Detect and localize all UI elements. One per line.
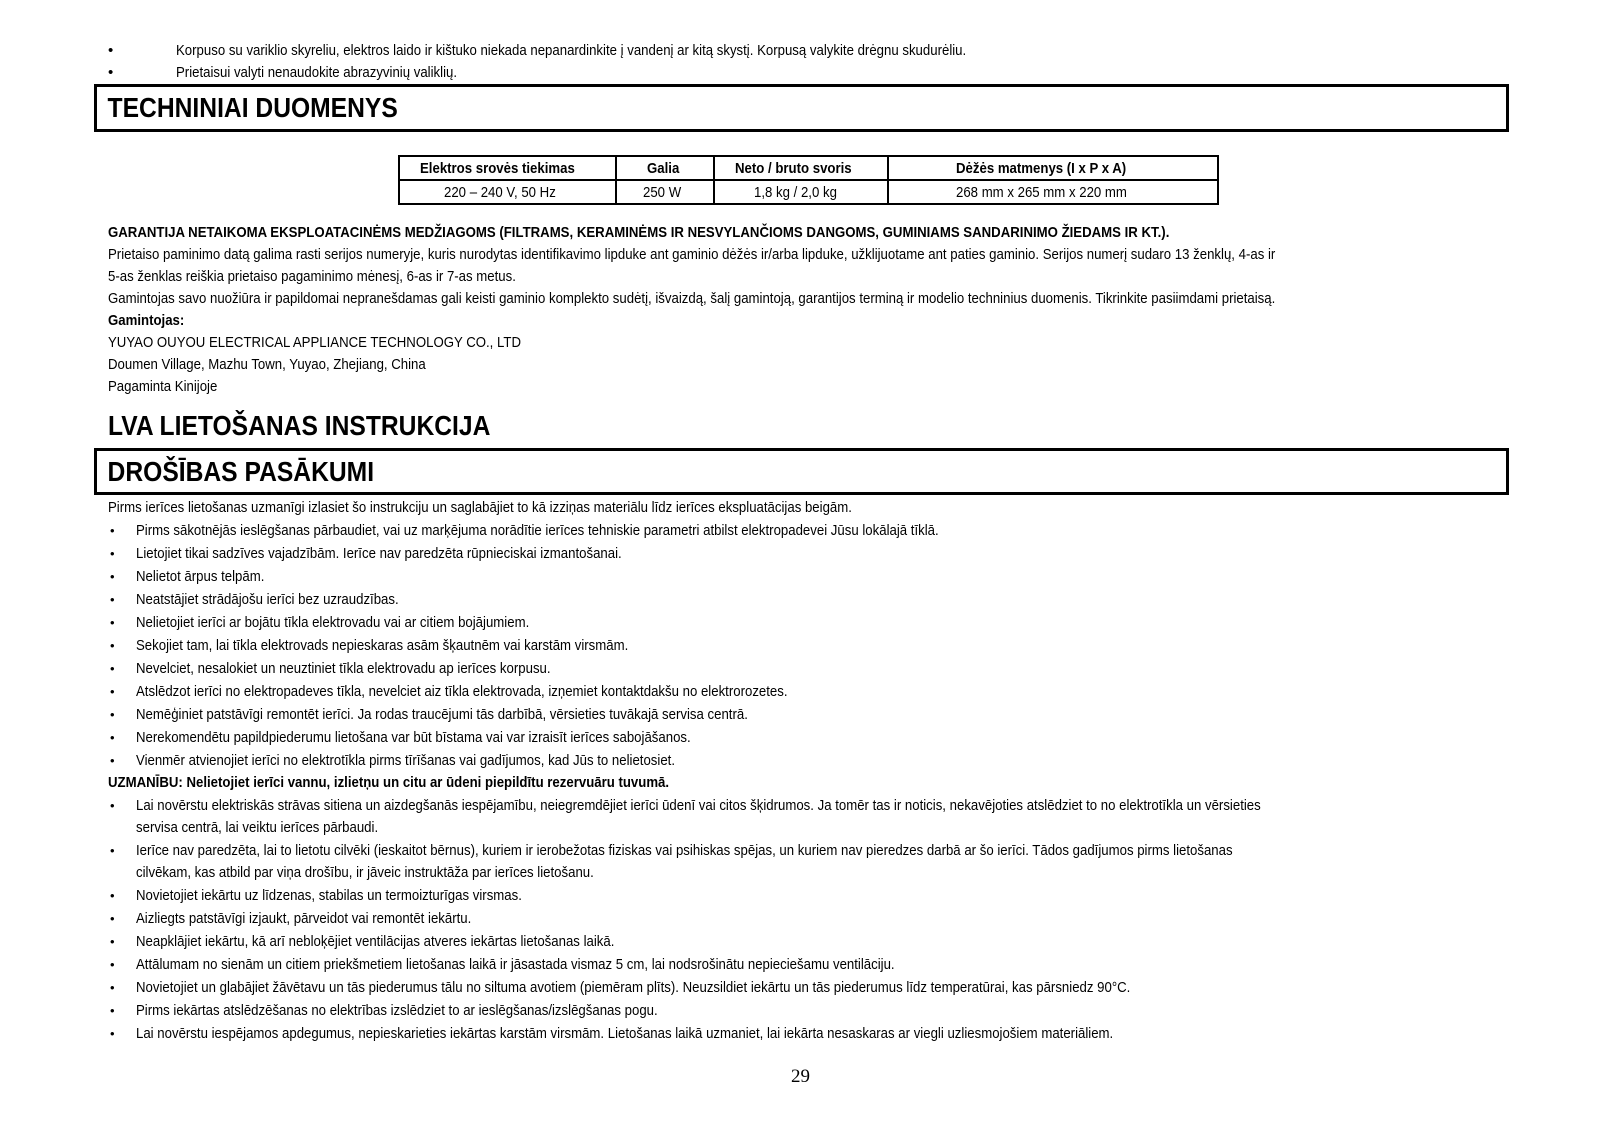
bullet-symbol: • [110, 707, 115, 722]
bullet-symbol: • [110, 911, 115, 926]
bullet-symbol: • [110, 661, 115, 676]
bullet-symbol: • [110, 615, 115, 630]
table-row [399, 180, 1218, 204]
serial-info-line-2: 5-as ženklas reiškia prietaiso pagaminimo mėnesį, 6-as ir 7-as metus. [108, 268, 516, 285]
bullet-symbol: • [110, 1026, 115, 1041]
bullet-symbol: • [110, 1003, 115, 1018]
bullet-symbol: • [110, 888, 115, 903]
bullet-symbol: • [110, 569, 115, 584]
manufacturer-address: Doumen Village, Mazhu Town, Yuyao, Zhejiang, China [108, 356, 426, 373]
bullet-symbol: • [110, 957, 115, 972]
document-page: • Korpuso su variklio skyreliu, elektros laido ir kištuko niekada nepanardinkite į vandenį ar kitą skystį. Korpusą valykite drėgnu skudurėliu. • Prietaisui valyti nenaudokite abrazyvinių valiklių. TECHNINIAI DUOMENYS Elektros srovės tiekimas Galia Neto / bruto svoris Dėžės matmenys (I x P x A) 220 – 240 V, 50 Hz 250 W 1,8 kg / 2,0 kg 268 mm x 265 mm x 220 mm GARANTIJA NETAIKOMA EKSPLOATACINĖMS MEDŽIAGOMS (FILTRAMS, KERAMINĖMS IR NESVYLANČIOMS DANGOMS, GUMINIAMS SANDARINIMO ŽIEDAMS IR KT.). Prietaiso paminimo datą galima rasti serijos numeryje, kuris nurodytas identifikavimo lipduke ant gaminio dėžės ir/arba lipduke, užklijuotame ant paties gaminio. Serijos numerį sudaro 13 ženklų, 4-as ir 5-as ženklas reiškia prietaiso pagaminimo mėnesį, 6-as ir 7-as metus. Gamintojas savo nuožiūra ir papildomai nepranešdamas gali keisti gaminio komplekto sudėtį, išvaizdą, šalį gamintoją, garantijos terminą ir modelio techninius duomenis. Tikrinkite pasiimdami prietaisą. Gamintojas: YUYAO OUYOU ELECTRICAL APPLIANCE TECHNOLOGY CO., LTD Doumen Village, Mazhu Town, Yuyao, Zhejiang, China Pagaminta Kinijoje LVA LIETOŠANAS INSTRUKCIJA DROŠĪBAS PASĀKUMI Pirms ierīces lietošanas uzmanīgi izlasiet šo instrukciju un saglabājiet to kā izziņas materiālu līdz ierīces ekspluatācijas beigām. • Pirms sākotnējās ieslēgšanas pārbaudiet, vai uz marķējuma norādītie ierīces tehniskie parametri atbilst elektropadevei Jūsu lokālajā tīklā. • Lietojiet tikai sadzīves vajadzībām. Ierīce nav paredzēta rūpnieciskai izmantošanai. • Nelietot ārpus telpām. • Neatstājiet strādājošu ierīci bez uzraudzības. • Nelietojiet ierīci ar bojātu tīkla elektrovadu vai ar citiem bojājumiem. • Sekojiet tam, lai tīkla elektrovads nepieskaras asām šķautnēm vai karstām virsmām. • Nevelciet, nesalokiet un neuztiniet tīkla elektrovadu ap ierīces korpusu. • Atslēdzot ierīci no elektropadeves tīkla, nevelciet aiz tīkla elektrovada, izņemiet kontaktdakšu no elektrorozetes. • Nemēģiniet patstāvīgi remontēt ierīci. Ja rodas traucējumi tās darbībā, vērsieties tuvākajā servisa centrā. • Nerekomendētu papildpiederumu lietošana var būt bīstama vai var izraisīt ierīces sabojāšanos. • Vienmēr atvienojiet ierīci no elektrotīkla pirms tīrīšanas vai gadījumos, kad Jūs to nelietosiet. UZMANĪBU: Nelietojiet ierīci vannu, izlietņu un citu ar ūdeni piepildītu rezervuāru tuvumā. • Lai novērstu elektriskās strāvas sitiena un aizdegšanās iespējamību, neiegremdējiet ierīci ūdenī vai citos šķidrumos. Ja tomēr tas ir noticis, nekavējoties atslēdziet to no elektrotīkla un vērsieties servisa centrā, lai veiktu ierīces pārbaudi. • Ierīce nav paredzēta, lai to lietotu cilvēki (ieskaitot bērnus), kuriem ir ierobežotas fiziskas vai psihiskas spējas, un kuriem nav pieredzes darbā ar šo ierīci. Tādos gadījumos pirms lietošanas cilvēkam, kas atbild par viņa drošību, ir jāveic instruktāža par ierīces lietošanu. • Novietojiet iekārtu uz līdzenas, stabilas un termoizturīgas virsmas. • Aizliegts patstāvīgi izjaukt, pārveidot vai remontēt iekārtu. • Neapklājiet iekārtu, kā arī nebloķējiet ventilācijas atveres iekārtas lietošanas laikā. • Attālumam no sienām un citiem priekšmetiem lietošanas laikā ir jāsastada vismaz 5 cm, lai nodsrošinātu nepieciešamu ventilāciju. • Novietojiet un glabājiet žāvētavu un tās piederumus tālu no siltuma avotiem (piemēram plīts). Neuzsildiet iekārtu un tās piederumus līdz temperatūrai, kas pārsniedz 90°C. • Pirms iekārtas atslēdzēšanas no elektrības izslēdziet to ar ieslēgšanas/izslēgšanas pogu. • Lai novērstu iespējamos apdegumus, nepieskarieties iekārtas karstām virsmām. Lietošanas laikā uzmaniet, lai iekārta nesaskaras ar viegli uzliesmojošiem materiāliem. 29 [0, 0, 1601, 1132]
manufacturer-name: YUYAO OUYOU ELECTRICAL APPLIANCE TECHNOLOGY CO., LTD [108, 334, 521, 351]
manufacturer-label: Gamintojas: [108, 312, 185, 329]
bullet-symbol: • [110, 798, 115, 813]
table-cell: 220 – 240 V, 50 Hz [399, 180, 616, 204]
bullet-symbol: • [110, 592, 115, 607]
bullet-symbol: • [110, 546, 115, 561]
table-header-cell: Elektros srovės tiekimas [399, 156, 616, 180]
bullet-symbol: • [110, 843, 115, 858]
table-header-cell: Dėžės matmenys (I x P x A) [888, 156, 1218, 180]
bullet-symbol: • [110, 753, 115, 768]
page-number: 29 [791, 1066, 810, 1087]
bullet-symbol: • [110, 934, 115, 949]
table-header-cell: Galia [616, 156, 714, 180]
warranty-note: GARANTIJA NETAIKOMA EKSPLOATACINĖMS MEDŽIAGOMS (FILTRAMS, KERAMINĖMS IR NESVYLANČIOMS DANGOMS, GUMINIAMS SANDARINIMO ŽIEDAMS IR KT.). [108, 224, 1170, 241]
spec-table [398, 155, 1219, 205]
section-heading-text: TECHNINIAI DUOMENYS [107, 92, 398, 123]
bullet-symbol: • [110, 980, 115, 995]
made-in: Pagaminta Kinijoje [108, 378, 218, 395]
table-cell: 250 W [616, 180, 714, 204]
section-heading-text: DROŠĪBAS PASĀKUMI [107, 456, 375, 487]
attention-note: UZMANĪBU: Nelietojiet ierīci vannu, izlietņu un citu ar ūdeni piepildītu rezervuāru tuvumā. [108, 774, 670, 791]
table-cell: 1,8 kg / 2,0 kg [714, 180, 888, 204]
table-cell: 268 mm x 265 mm x 220 mm [888, 180, 1218, 204]
bullet-symbol: • [108, 42, 114, 59]
bullet-symbol: • [108, 64, 114, 81]
serial-info-line-1: Prietaiso paminimo datą galima rasti serijos numeryje, kuris nurodytas identifikavimo lipduke ant gaminio dėžės ir/arba lipduke, užklijuotame ant paties gaminio. Serijos numerį sudaro 13 ženklų, 4-as ir [108, 246, 1276, 263]
list-item-text: Prietaisui valyti nenaudokite abrazyvinių valiklių. [176, 64, 458, 81]
manufacturer-rights: Gamintojas savo nuožiūra ir papildomai nepranešdamas gali keisti gaminio komplekto sudėtį, išvaizdą, šalį gamintoją, garantijos terminą ir modelio techninius duomenis. Tikrinkite pasiimdami prietaisą. [108, 290, 1276, 307]
bullet-symbol: • [110, 638, 115, 653]
bullet-symbol: • [110, 684, 115, 699]
section-heading-safety [94, 448, 1509, 495]
table-header-cell: Neto / bruto svoris [714, 156, 888, 180]
lva-title: LVA LIETOŠANAS INSTRUKCIJA [108, 410, 491, 441]
bullet-symbol: • [110, 730, 115, 745]
table-header-row [399, 156, 1218, 180]
list-item-text: Korpuso su variklio skyreliu, elektros laido ir kištuko niekada nepanardinkite į vandenį ar kitą skystį. Korpusą valykite drėgnu skudurėliu. [176, 42, 967, 59]
safety-intro: Pirms ierīces lietošanas uzmanīgi izlasiet šo instrukciju un saglabājiet to kā izziņas materiālu līdz ierīces ekspluatācijas beigām. [108, 499, 852, 516]
section-heading-technical-data [94, 84, 1509, 132]
bullet-symbol: • [110, 523, 115, 538]
